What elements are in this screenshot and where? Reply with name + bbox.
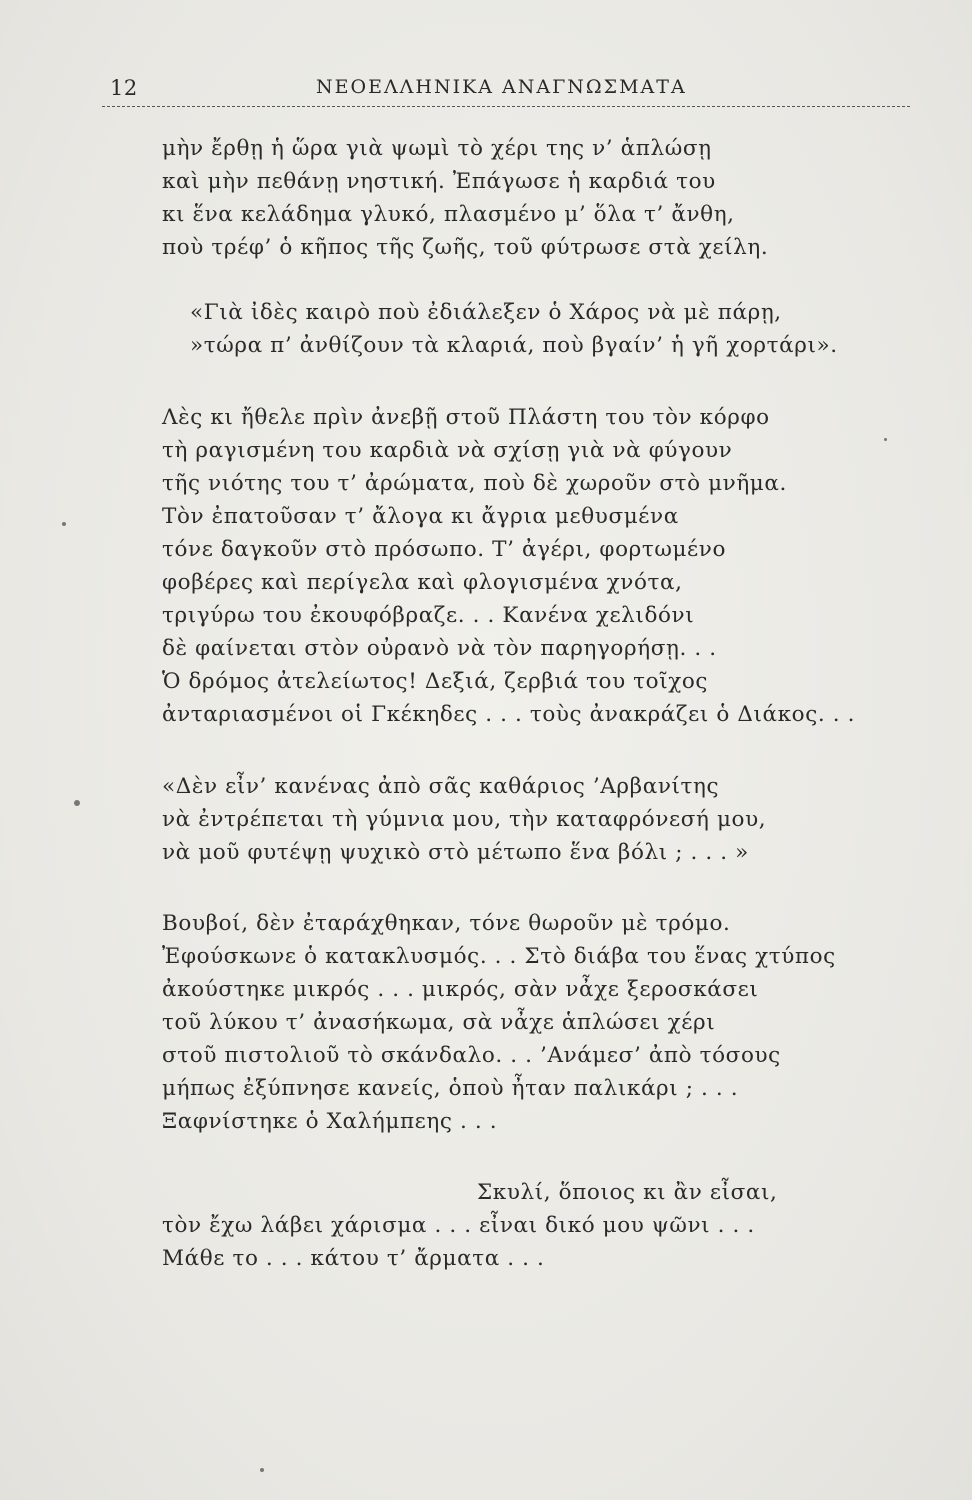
verse-line: στοῦ πιστολιοῦ τὸ σκάνδαλο. . . ’Ανάμεσ’ ἀπὸ τόσους [162,1043,781,1068]
verse-line: »τώρα π’ ἀνθίζουν τὰ κλαριά, ποὺ βγαίν’ ἡ γῆ χορτάρι». [190,333,838,358]
verse-line: ἀκούστηκε μικρός . . . μικρός, σὰν νἆχε ξεροσκάσει [162,977,759,1002]
stanza [162,132,902,264]
paper-speck [884,438,887,441]
page-header [102,72,910,106]
paper-speck [260,1468,264,1472]
running-head: ΝΕΟΕΛΛΗΝΙΚΑ ΑΝΑΓΝΩΣΜΑΤΑ [316,76,687,98]
stanza [162,907,902,1138]
poem-text [162,132,902,1275]
verse-line: μὴν ἔρθῃ ἡ ὥρα γιὰ ψωμὶ τὸ χέρι της ν’ ἁπλώσῃ [162,136,712,161]
stanza-quote [162,296,902,362]
verse-line: κι ἕνα κελάδημα γλυκό, πλασμένο μ’ ὅλα τ’ ἄνθη, [162,202,735,227]
verse-line: «Δὲν εἶν’ κανένας ἀπὸ σᾶς καθάριος ’Αρβανίτης [162,774,720,799]
verse-line: τὴ ραγισμένη του καρδιὰ νὰ σχίσῃ γιὰ νὰ φύγουν [162,438,733,463]
verse-line: «Γιὰ ἰδὲς καιρὸ ποὺ ἐδιάλεξεν ὁ Χάρος νὰ μὲ πάρῃ, [190,300,782,325]
verse-line: δὲ φαίνεται στὸν οὐρανὸ νὰ τὸν παρηγορήσῃ. . . [162,636,717,661]
paper-speck [74,800,80,806]
verse-line: μήπως ἐξύπνησε κανείς, ὁποὺ ἦταν παλικάρι ; . . . [162,1076,739,1101]
verse-line: Ξαφνίστηκε ὁ Χαλήμπεης . . . [162,1109,498,1134]
verse-line: τριγύρω του ἐκουφόβραζε. . . Κανένα χελιδόνι [162,603,695,628]
page-number: 12 [110,76,138,100]
verse-line: Τὸν ἐπατοῦσαν τ’ ἄλογα κι ἄγρια μεθυσμένα [162,504,679,529]
verse-line: ἀνταριασμένοι οἱ Γκέκηδες . . . τοὺς ἀνακράζει ὁ Διάκος. . . [162,702,856,727]
verse-line: ποὺ τρέφ’ ὁ κῆπος τῆς ζωῆς, τοῦ φύτρωσε στὰ χείλη. [162,235,769,260]
header-rule [102,106,910,107]
verse-line: νὰ μοῦ φυτέψῃ ψυχικὸ στὸ μέτωπο ἕνα βόλι ; . . . » [162,840,749,865]
stanza-quote [162,770,902,869]
verse-line: Ἐφούσκωνε ὁ κατακλυσμός. . . Στὸ διάβα του ἕνας χτύπος [162,944,836,969]
verse-line: καὶ μὴν πεθάνῃ νηστική. Ἐπάγωσε ἡ καρδιά του [162,169,716,194]
verse-line: Μάθε το . . . κάτου τ’ ἄρματα . . . [162,1246,545,1271]
verse-line: τῆς νιότης του τ’ ἀρώματα, ποὺ δὲ χωροῦν στὸ μνῆμα. [162,471,787,496]
verse-line: τὸν ἔχω λάβει χάρισμα . . . εἶναι δικό μου ψῶνι . . . [162,1213,755,1238]
verse-line: Σκυλί, ὅποιος κι ἂν εἶσαι, [477,1180,778,1205]
paper-speck [62,522,66,526]
verse-line: νὰ ἐντρέπεται τὴ γύμνια μου, τὴν καταφρόνεσή μου, [162,807,767,832]
verse-line: τοῦ λύκου τ’ ἀνασήκωμα, σὰ νἆχε ἁπλώσει χέρι [162,1010,716,1035]
verse-line: τόνε δαγκοῦν στὸ πρόσωπο. Τ’ ἀγέρι, φορτωμένο [162,537,727,562]
verse-line: Ὁ δρόμος ἀτελείωτος! Δεξιά, ζερβιά του τοῖχος [162,669,709,694]
stanza [162,1176,902,1275]
verse-line: Βουβοί, δὲν ἐταράχθηκαν, τόνε θωροῦν μὲ τρόμο. [162,911,731,936]
verse-line: φοβέρες καὶ περίγελα καὶ φλογισμένα χνότα, [162,570,683,595]
verse-line: Λὲς κι ἤθελε πρὶν ἀνεβῇ στοῦ Πλάστη του τὸν κόρφο [162,405,770,430]
stanza [162,401,902,731]
